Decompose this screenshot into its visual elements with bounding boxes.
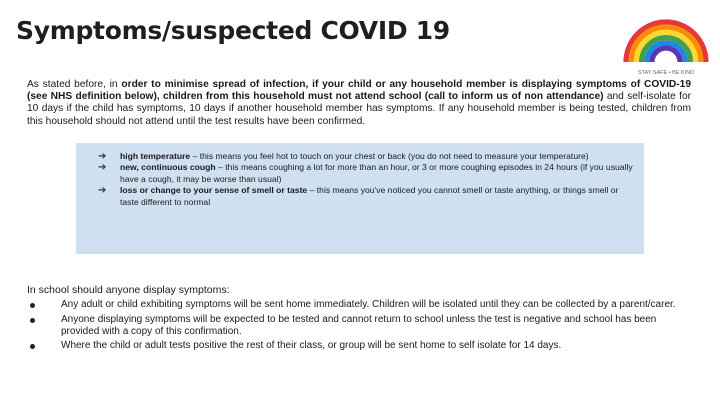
symptoms-box [76, 143, 644, 254]
arrow-right-icon: ➔ [98, 185, 107, 197]
symptom-description: – this means coughing a lot for more than an hour, or 3 or more coughing episodes in 24 hours (if you usually have a cough, it may be worse than usual) [120, 162, 633, 184]
school-procedures-list [27, 299, 687, 355]
list-item [27, 299, 687, 311]
rainbow-icon [620, 8, 712, 84]
logo-caption: STAY SAFE • BE KIND [637, 70, 695, 76]
bullet-icon [30, 344, 35, 349]
symptom-description: – this means you've noticed you cannot smell or taste anything, or things smell or taste different to normal [120, 185, 619, 207]
list-item [27, 340, 687, 352]
symptom-item [98, 162, 634, 185]
intro-text-1: As stated before, in [27, 79, 122, 90]
intro-bold: order to minimise spread of infection, if your child or any household member is displaying symptoms of COVID-19 (see NHS definition below), children from this household must not attend school (call to inform us of non attendance) [27, 79, 691, 103]
school-heading: In school should anyone display symptoms: [27, 284, 230, 296]
bullet-icon [30, 303, 35, 308]
symptom-name: high temperature [120, 151, 191, 161]
symptom-name: loss or change to your sense of smell or taste [120, 185, 308, 196]
arrow-right-icon: ➔ [98, 151, 107, 162]
rainbow-arc [652, 48, 680, 62]
symptom-description: – this means you feel hot to touch on your chest or back (you do not need to measure your temperature) [190, 151, 589, 161]
list-item-text: Any adult or child exhibiting symptoms will be sent home immediately. Children will be isolated until they can be collected by a parent/carer. [61, 299, 676, 310]
list-item-text: Anyone displaying symptoms will be expected to be tested and cannot return to school unless the test is negative and school has been provided with a copy of this confirmation. [61, 313, 657, 337]
symptoms-list [76, 143, 644, 208]
symptom-name: new, continuous cough [120, 162, 216, 173]
bullet-icon [30, 318, 35, 323]
rainbow-logo [620, 8, 712, 84]
symptom-item [98, 185, 634, 208]
arrow-right-icon: ➔ [98, 162, 107, 174]
intro-paragraph [27, 79, 691, 128]
list-item [27, 314, 687, 338]
list-item-text: Where the child or adult tests positive the rest of their class, or group will be sent home to self isolate for 14 days. [61, 340, 562, 352]
page-title: Symptoms/suspected COVID 19 [16, 16, 450, 45]
intro-text-2: and self-isolate for 10 days if the child has symptoms, 10 days if another household member has symptoms. If any household member is being tested, children from this household should not attend until the test results have been confirmed. [27, 91, 691, 127]
symptom-item [98, 151, 634, 162]
